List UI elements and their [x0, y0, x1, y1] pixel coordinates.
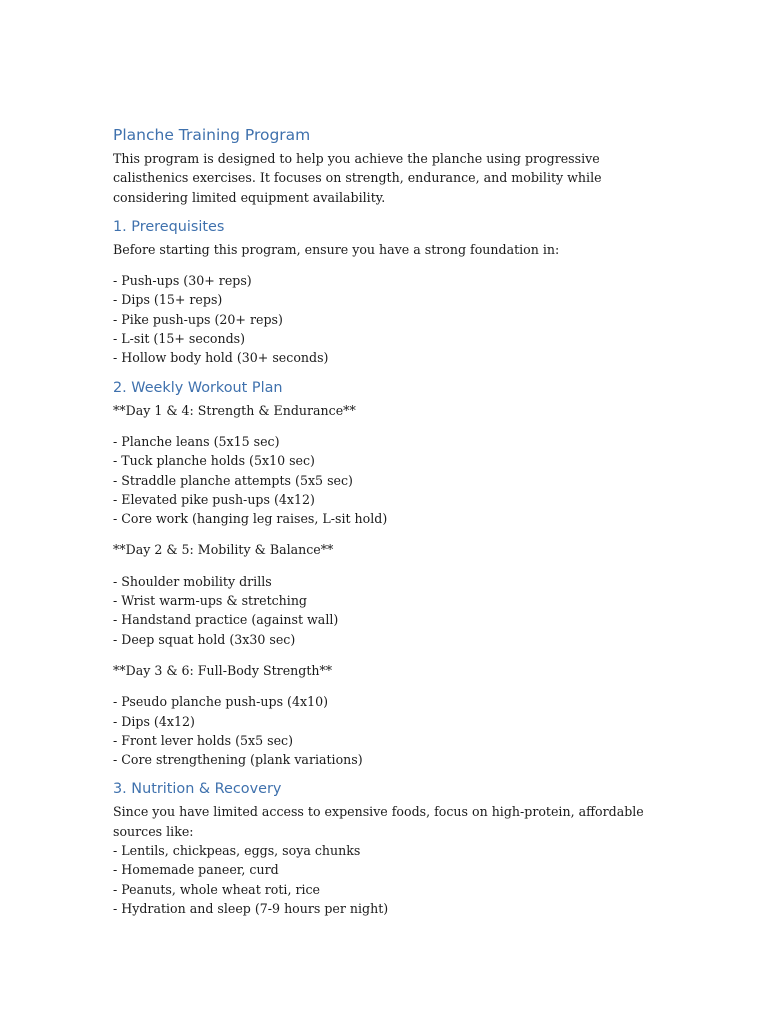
day-1-4-label: **Day 1 & 4: Strength & Endurance**	[113, 402, 356, 418]
nutrition-heading: 3. Nutrition & Recovery	[113, 781, 282, 798]
intro-paragraph: This program is designed to help you achieve the planche using progressive calisthenics exercises. It focuses on strength, endurance, and mobility while considering limited equipment availability.	[113, 151, 602, 205]
nutrition-list	[113, 841, 653, 918]
workout-heading: 2. Weekly Workout Plan	[113, 379, 283, 396]
day-2-5-label: **Day 2 & 5: Mobility & Balance**	[113, 542, 334, 558]
list-item: - Elevated pike push-ups (4x12)	[113, 491, 315, 507]
list-item: - L-sit (15+ seconds)	[113, 331, 246, 347]
day-1-4-list	[113, 432, 653, 528]
list-item: - Peanuts, whole wheat roti, rice	[113, 881, 321, 897]
list-item: - Deep squat hold (3x30 sec)	[113, 631, 296, 647]
document-page	[113, 124, 653, 918]
prerequisites-heading: 1. Prerequisites	[113, 218, 225, 235]
list-item: - Pike push-ups (20+ reps)	[113, 311, 283, 327]
list-item: - Straddle planche attempts (5x5 sec)	[113, 472, 353, 488]
list-item: - Dips (4x12)	[113, 713, 195, 729]
nutrition-lead: Since you have limited access to expensive foods, focus on high-protein, affordable sources like:	[113, 804, 644, 839]
prerequisites-lead: Before starting this program, ensure you have a strong foundation in:	[113, 241, 560, 257]
list-item: - Pseudo planche push-ups (4x10)	[113, 694, 329, 710]
list-item: - Lentils, chickpeas, eggs, soya chunks	[113, 843, 361, 859]
prerequisites-list	[113, 271, 653, 367]
list-item: - Tuck planche holds (5x10 sec)	[113, 453, 315, 469]
document-title: Planche Training Program	[113, 126, 311, 144]
day-3-6-label: **Day 3 & 6: Full-Body Strength**	[113, 662, 333, 678]
list-item: - Handstand practice (against wall)	[113, 612, 339, 628]
day-3-6-list	[113, 692, 653, 769]
list-item: - Hollow body hold (30+ seconds)	[113, 350, 329, 366]
list-item: - Hydration and sleep (7-9 hours per night)	[113, 900, 389, 916]
list-item: - Homemade paneer, curd	[113, 862, 279, 878]
list-item: - Dips (15+ reps)	[113, 292, 223, 308]
list-item: - Core work (hanging leg raises, L-sit hold)	[113, 511, 388, 527]
list-item: - Wrist warm-ups & stretching	[113, 593, 307, 609]
list-item: - Core strengthening (plank variations)	[113, 752, 363, 768]
list-item: - Front lever holds (5x5 sec)	[113, 732, 294, 748]
day-2-5-list	[113, 572, 653, 649]
list-item: - Shoulder mobility drills	[113, 573, 272, 589]
list-item: - Planche leans (5x15 sec)	[113, 433, 280, 449]
list-item: - Push-ups (30+ reps)	[113, 273, 252, 289]
